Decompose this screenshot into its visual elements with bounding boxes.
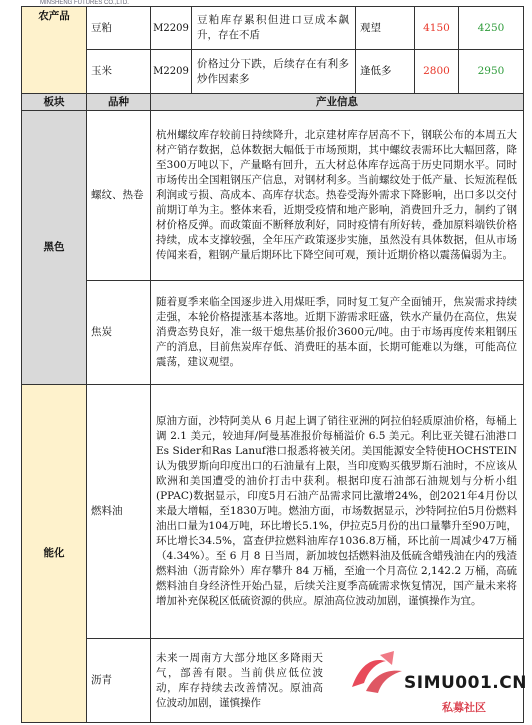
- contract-corn: M2209: [151, 50, 192, 94]
- view-soymeal: 观望: [356, 7, 415, 50]
- info-fueloil: 原油方面，沙特阿美从 6 月起上调了销往亚洲的阿拉伯轻质原油价格，每桶上调 2.1 美元，较迪拜/阿曼基准报价每桶溢价 6.5 美元。利比亚关键石油港口Es Sider和Ras Lanuf港口报悉将被关闭。美国能源安全特使HOCHSTEIN认为俄罗斯向印度出口的石油量有上限，当印度购买俄罗斯石油时，不应该从欧洲和美国遭受的油价打击中获利。根据印度石油部石油规划与分析小组(PPAC)数据显示，印度5月石油产品需求同比激增24%，创2021年4月份以来最大增幅，至1830万吨。燃油方面，市场数据显示，沙特阿拉伯5月份燃料油出口量为104万吨，环比增长5.1%，伊拉克5月份的出口量攀升至90万吨，环比增长34.5%，富查伊拉燃料油库存1036.8万桶，环比前一周减少47万桶（4.34%）。至 6 月 8 日当周，新加坡包括燃料油及低硫含蜡残油在内的残渣燃料油（沥青除外）库存攀升 84 万桶，至逾一个月高位 2,142.2 万桶，高硫燃料油自身经济性开始凸显，后续关注夏季高硫需求恢复情况，国产量未来将增加补充保税区低硫资源的供应。原油高位波动加剧，谨慎操作为宜。: [151, 385, 524, 639]
- variety-soymeal: 豆粕: [87, 7, 151, 50]
- info-asphalt: 未来一周南方大部分地区多降雨天气，部善有限。当前供应低位波动，库存持续去改善情况。原油高位波动加剧，谨慎操作: [151, 639, 524, 723]
- variety-rebar: 螺纹、热卷: [87, 111, 151, 281]
- info-corn: 价格过分下跌，后续存在有利多炒作因素多: [192, 50, 356, 94]
- high-soymeal: 4250: [459, 7, 524, 50]
- watermark-domain: SIMU001.CN: [404, 673, 527, 693]
- black-row-rebar: [22, 111, 524, 281]
- sector-energy: 能化: [22, 385, 87, 723]
- watermark: [346, 647, 526, 719]
- header-strip: MINSHENG FUTURES CO.,LTD.: [0, 0, 532, 6]
- info-rebar: 杭州螺纹库存较前日持续降升，北京建材库存居高不下，钢联公布的本周五大材产销存数据，总体数据大幅低于市场预期，其中螺纹表需环比大幅回落，降至300万吨以下，产量略有回升，五大材总体库存远高于历史同期水平。同时市场传出全国粗钢压产信息，对钢材利多。当前螺纹处于低产量、长短流程低利润或亏损、高成本、高库存状态。热卷受海外需求下降影响，出口多以交付前期订单为主。整体来看，近期受疫情和地产影响，消费回升乏力，制约了钢材价格反弹。而政策面不断释放利好，同时疫情有所好转，叠加原料端铁价格持续，成本支撑较强，全年压产政策逐步实施，虽然没有具体数据，但从市场传闻来看，粗钢产量后期环比下降空间可观，预计近期价格以震荡偏弱为主。: [151, 111, 524, 281]
- watermark-logo-icon: [346, 647, 410, 699]
- view-corn: 逢低多: [356, 50, 415, 94]
- variety-coke: 焦炭: [87, 281, 151, 385]
- variety-fueloil: 燃料油: [87, 385, 151, 639]
- header-variety: 品种: [87, 94, 151, 111]
- info-soymeal: 豆粕库存累积但进口豆成本飙升，存在不盾: [192, 7, 356, 50]
- sector-agri: 农产品: [22, 7, 87, 94]
- variety-asphalt: 沥青: [87, 639, 151, 723]
- low-corn: 2800: [415, 50, 459, 94]
- low-soymeal: 4150: [415, 7, 459, 50]
- agri-row-soymeal: [22, 7, 524, 50]
- black-row-coke: [22, 281, 524, 385]
- info-coke: 随着夏季来临全国逐步进入用煤旺季，同时复工复产全面铺开，焦炭需求持续走强，本轮价格提涨基本落地。近期下游需求旺盛，铁水产量仍在高位，焦炭消费态势良好，准一级干熄焦基价报价3600元/吨。由于市场再度传来粗钢压产的消息，目前焦炭库存低、消费旺的基本面，长期可能难以为继，可能高位震荡，建议观望。: [151, 281, 524, 385]
- header-info: 产业信息: [151, 94, 524, 111]
- header-sector: 板块: [22, 94, 87, 111]
- variety-corn: 玉米: [87, 50, 151, 94]
- table-header-row: [22, 94, 524, 111]
- agri-row-corn: [22, 50, 524, 94]
- watermark-sub: 私募社区: [442, 701, 486, 714]
- sector-black: 黑色: [22, 111, 87, 385]
- contract-soymeal: M2209: [151, 7, 192, 50]
- energy-row-fueloil: [22, 385, 524, 639]
- industry-table: [21, 6, 524, 723]
- high-corn: 2950: [459, 50, 524, 94]
